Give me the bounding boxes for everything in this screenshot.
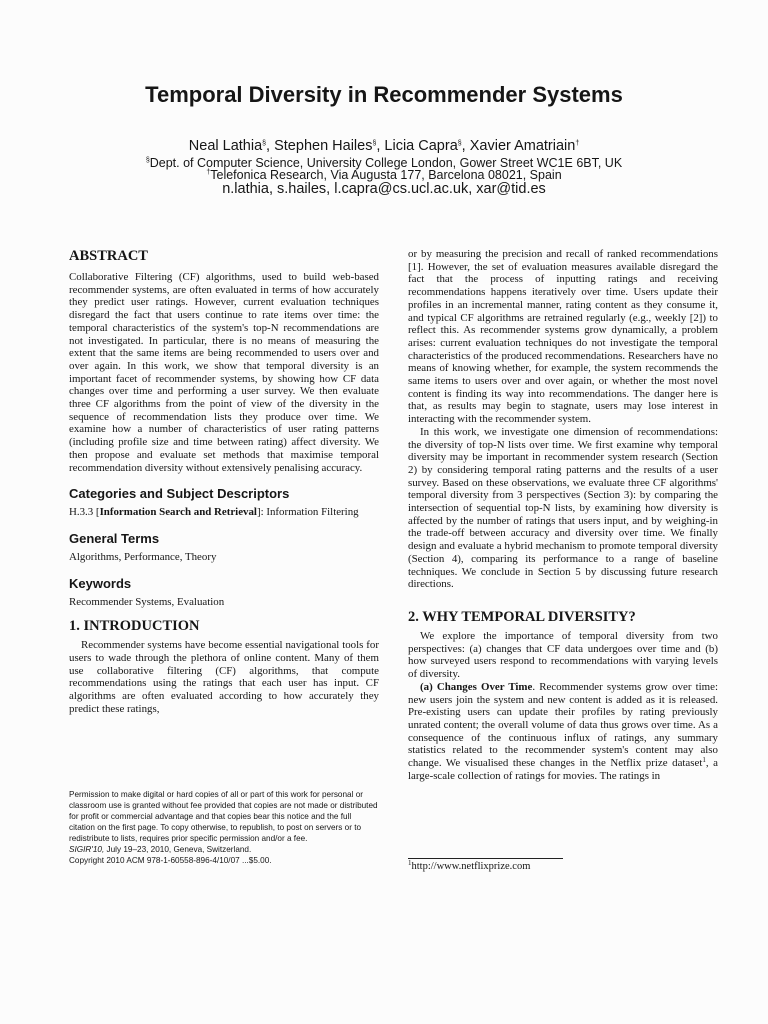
affiliation-mark: § bbox=[145, 157, 150, 164]
intro-continued: or by measuring the precision and recall of ranked recommendations [1]. However, the set of evaluation measures available disregard the fact that the process of inputting ratings and receiving recommendations happens iteratively over time. Users update their profiles in an incremental manner, rating content as they consume it, and typical CF algorithms are retrained regularly (e.g., weekly [2]) to reflect this. As recommender systems grow dynamically, a problem arises: current evaluation techniques do not investigate the temporal characteristics of the produced recommendations. Researchers have no means of knowing whether, for example, the system recommends the same items to users over and over again, or whether the most novel content is finding its way into recommendations. The danger here is that, as results may begin to stagnate, users may lose interest in interacting with the recommender system. bbox=[408, 248, 718, 426]
right-column bbox=[408, 248, 718, 782]
section2-intro: We explore the importance of temporal diversity from two perspectives: (a) changes that CF data undergoes over time and (b) how surveyed users respond to recommendations with varying levels of diversity. bbox=[408, 629, 718, 681]
abstract-heading: ABSTRACT bbox=[69, 248, 148, 264]
author-separator: , bbox=[376, 138, 385, 154]
changes-over-time-text: . Recommender systems grow over time: new users join the system and new content is added as it is released. Pre-existing users can update their profiles by rating previously unrated content; the overall volume of data thus grows over time. As a consequence of the continuous influx of ratings, any summary statistics related to the recommender system's content may also change. We visualised these changes in the Netflix prize dataset bbox=[408, 680, 718, 770]
footnote-mark: 1 bbox=[408, 859, 412, 867]
intro-heading: 1. INTRODUCTION bbox=[69, 618, 200, 635]
categories-heading: Categories and Subject Descriptors bbox=[69, 486, 290, 502]
keywords-heading: Keywords bbox=[69, 575, 132, 591]
intro-paragraph-2: In this work, we investigate one dimension of recommendations: the diversity of top-N lists over time. We first examine why temporal diversity may be important in recommender system research (Section 2) by considering temporal rating patterns and the results of a user survey. Based on these observations, we evaluate three CF algorithms' temporal diversity from 3 perspectives (Section 3): by comparing the intersection of sequential top-N lists, by examining how diversity is affected by the number of ratings that users input, and by weighing-in the trade-off between accuracy and diversity over time. We finally design and evaluate a hybrid mechanism to promote temporal diversity (Section 4), comparing its performance to a range of baseline techniques. We conclude in Section 5 by discussing future research directions. bbox=[408, 425, 718, 591]
copyright-text: Copyright 2010 ACM 978-1-60558-896-4/10/07 ...$5.00. bbox=[69, 856, 272, 865]
author-name: Xavier Amatriain bbox=[469, 138, 576, 154]
keywords-text: Recommender Systems, Evaluation bbox=[69, 595, 225, 608]
categories-rest: ]: Information Filtering bbox=[256, 506, 359, 519]
affiliation-mark: § bbox=[262, 140, 267, 147]
categories-text bbox=[69, 506, 379, 519]
affiliation-mark: † bbox=[575, 140, 580, 147]
permission-notice bbox=[69, 789, 379, 866]
author-separator: , bbox=[461, 138, 470, 154]
affiliation-telefonica bbox=[0, 168, 768, 182]
general-terms-heading: General Terms bbox=[69, 530, 160, 546]
author-name: Licia Capra bbox=[384, 138, 458, 154]
intro-text: Recommender systems have become essential navigational tools for users to wade through the plethora of online content. Many of them use collaborative filtering (CF) algorithms, that compute recommendations using the ratings that each user has input. CF algorithms are often evaluated according to how accurately they predict these ratings, bbox=[69, 639, 379, 715]
general-terms-text: Algorithms, Performance, Theory bbox=[69, 550, 217, 563]
affiliation-text: Telefonica Research, Via Augusta 177, Barcelona 08021, Spain bbox=[210, 168, 562, 182]
footnote-divider bbox=[408, 858, 563, 859]
footnote-url: http://www.netflixprize.com bbox=[411, 861, 531, 872]
left-column bbox=[69, 248, 379, 716]
changes-over-time-paragraph bbox=[408, 681, 718, 783]
affiliation-text: Dept. of Computer Science, University College London, Gower Street WC1E 6BT, UK bbox=[149, 156, 623, 170]
footnote bbox=[408, 861, 718, 872]
affiliation-mark: § bbox=[457, 140, 462, 147]
venue-name: SIGIR'10, bbox=[69, 845, 105, 854]
categories-bold: Information Search and Retrieval bbox=[99, 506, 257, 519]
author-name: Stephen Hailes bbox=[274, 138, 373, 154]
changes-over-time-label: (a) Changes Over Time bbox=[420, 680, 533, 693]
section2-heading: 2. WHY TEMPORAL DIVERSITY? bbox=[408, 608, 636, 625]
abstract-text: Collaborative Filtering (CF) algorithms, used to build web-based recommender systems, are often evaluated in terms of how accurately they predict user ratings. However, current evaluation techniques disregard the fact that users continue to rate items over time: the temporal characteristics of the system's top-N recommendations are not investigated. In particular, there is no means of measuring the extent that the same items are being recommended to users over and over again. In this work, we show that temporal diversity is an important facet of recommender systems, by showing how CF data changes over time and performing a user survey. We then evaluate three CF algorithms from the point of view of the diversity in the sequence of recommendation lists they produce over time. We examine how a number of characteristics of user rating patterns (including profile size and time between rating) affect diversity. We then propose and evaluate set methods that maximise temporal recommendation diversity without extensively penalising accuracy. bbox=[69, 271, 379, 474]
author-name: Neal Lathia bbox=[188, 138, 263, 154]
venue-details: July 19–23, 2010, Geneva, Switzerland. bbox=[104, 845, 252, 854]
author-separator: , bbox=[266, 138, 275, 154]
changes-over-time-end: , a large-scale collection of ratings for movies. The ratings in bbox=[408, 757, 719, 782]
author-emails: n.lathia, s.hailes, l.capra@cs.ucl.ac.uk, xar@tid.es bbox=[222, 181, 546, 197]
author-list bbox=[0, 138, 768, 154]
footnote-reference: 1 bbox=[702, 756, 706, 765]
paper-title: Temporal Diversity in Recommender Systems bbox=[145, 82, 623, 107]
affiliation-mark: † bbox=[206, 169, 211, 176]
affiliation-mark: § bbox=[372, 140, 377, 147]
permission-text: Permission to make digital or hard copies of all or part of this work for personal or classroom use is granted without fee provided that copies are not made or distributed for profit or commercial advantage and that copies bear this notice and the full citation on the first page. To copy otherwise, to republish, to post on servers or to redistribute to lists, requires prior specific permission and/or a fee. bbox=[69, 790, 378, 843]
categories-code: H.3.3 [ bbox=[69, 506, 100, 519]
